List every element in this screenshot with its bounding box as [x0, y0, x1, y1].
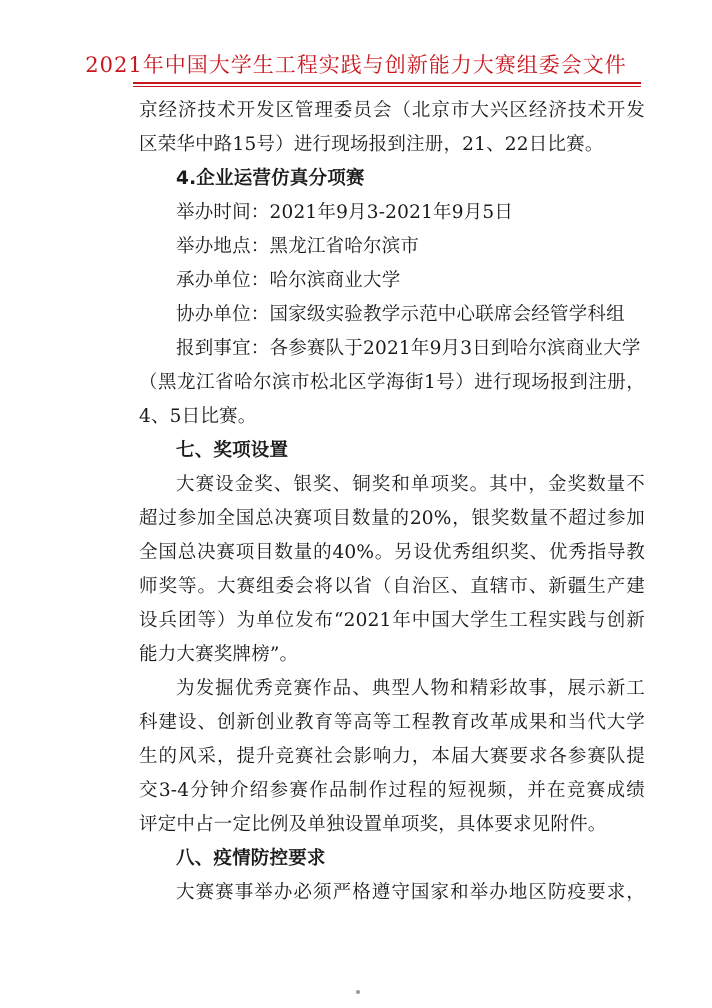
event-organizer: 承办单位：哈尔滨商业大学 — [176, 270, 401, 291]
document-header-title: 2021年中国大学生工程实践与创新能力大赛组委会文件 — [85, 53, 627, 77]
paragraph-line: 能力大赛奖牌榜”。 — [139, 644, 299, 665]
paragraph-line: 京经济技术开发区管理委员会（北京市大兴区经济技术开发 — [139, 100, 645, 121]
paragraph-line: 师奖等。大赛组委会将以省（自治区、直辖市、新疆生产建 — [139, 576, 645, 597]
paragraph-line: （黑龙江省哈尔滨市松北区学海街1号）进行现场报到注册， — [139, 372, 645, 393]
paragraph-line: 为发掘优秀竞赛作品、典型人物和精彩故事，展示新工 — [176, 678, 645, 699]
paragraph-line: 设兵团等）为单位发布“2021年中国大学生工程实践与创新 — [139, 610, 645, 631]
paragraph-line: 生的风采，提升竞赛社会影响力，本届大赛要求各参赛队提 — [139, 746, 645, 767]
paragraph-line: 交3-4分钟介绍参赛作品制作过程的短视频，并在竞赛成绩 — [139, 780, 645, 801]
event-location: 举办地点：黑龙江省哈尔滨市 — [176, 236, 420, 257]
event-time: 举办时间：2021年9月3-2021年9月5日 — [176, 202, 514, 223]
section-heading-awards: 七、奖项设置 — [176, 440, 289, 461]
section-heading-4: 4.企业运营仿真分项赛 — [176, 168, 365, 189]
paragraph-line: 大赛赛事举办必须严格遵守国家和举办地区防疫要求， — [176, 882, 645, 903]
event-co-organizer: 协办单位：国家级实验教学示范中心联席会经管学科组 — [176, 304, 625, 325]
paragraph-line: 区荣华中路15号）进行现场报到注册，21、22日比赛。 — [139, 134, 604, 155]
document-body — [139, 94, 645, 910]
paragraph-line: 4、5日比赛。 — [139, 406, 257, 427]
paragraph-line: 科建设、创新创业教育等高等工程教育改革成果和当代大学 — [139, 712, 645, 733]
event-registration: 报到事宜：各参赛队于2021年9月3日到哈尔滨商业大学 — [176, 338, 641, 359]
paragraph-line: 大赛设金奖、银奖、铜奖和单项奖。其中，金奖数量不 — [176, 474, 645, 495]
header-rule-thin — [133, 86, 641, 87]
section-heading-epidemic: 八、疫情防控要求 — [176, 848, 326, 869]
paragraph-line: 超过参加全国总决赛项目数量的20%，银奖数量不超过参加 — [139, 508, 645, 529]
paragraph-line: 评定中占一定比例及单独设置单项奖，具体要求见附件。 — [139, 814, 607, 835]
scan-speck — [356, 990, 360, 994]
paragraph-line: 全国总决赛项目数量的40%。另设优秀组织奖、优秀指导教 — [139, 542, 645, 563]
header-rule-thick — [133, 82, 641, 84]
